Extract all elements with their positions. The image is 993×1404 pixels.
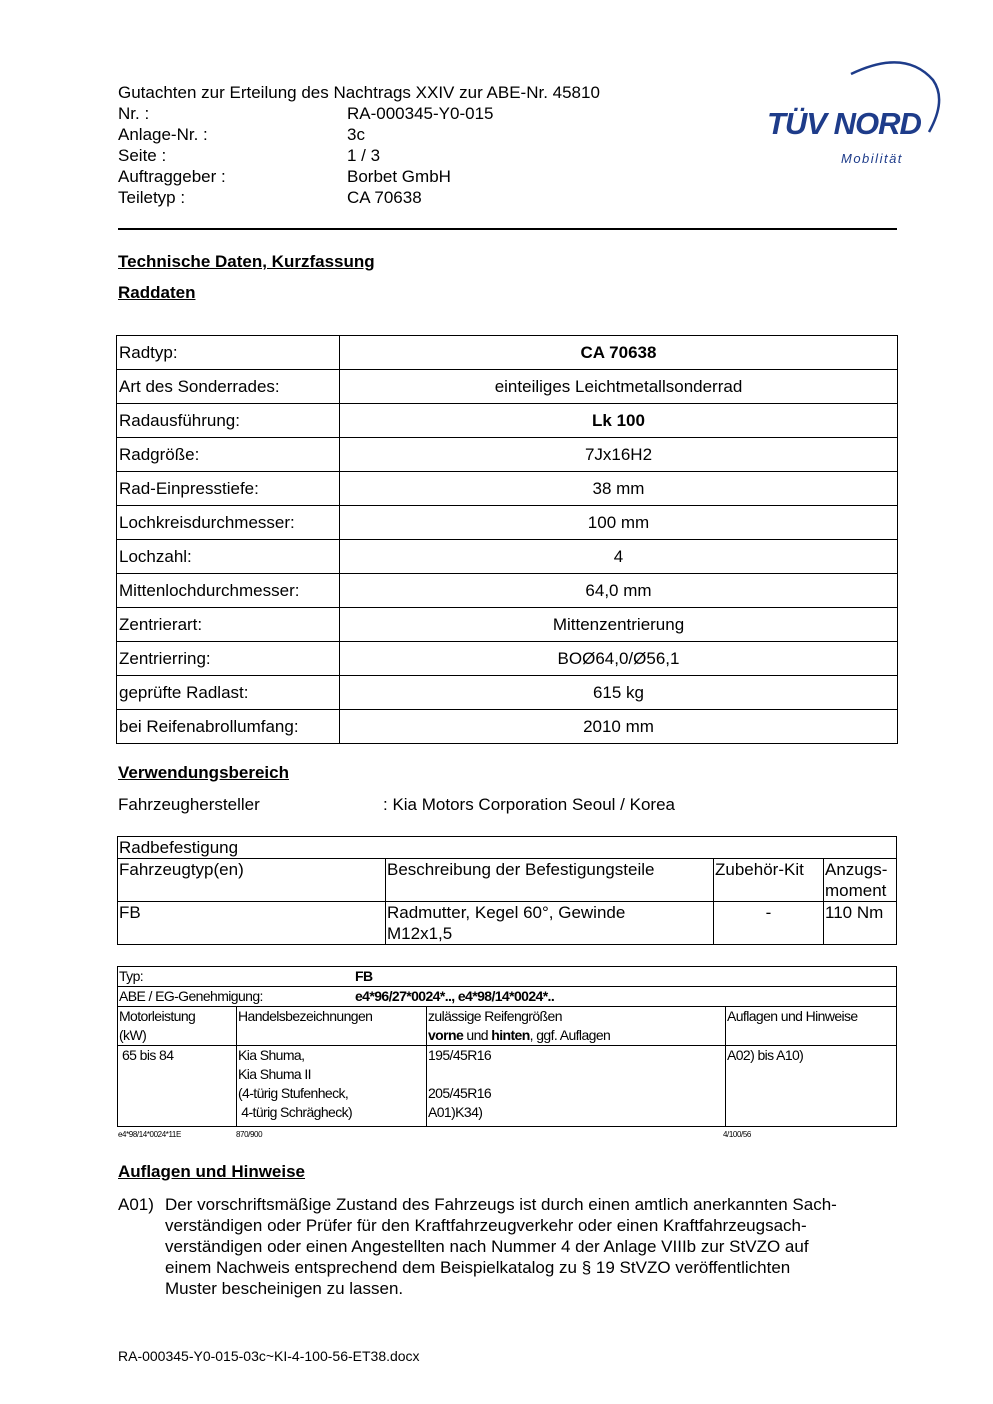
verwendung-title: Verwendungsbereich [118, 763, 289, 782]
header-label: Auftraggeber : [118, 167, 226, 186]
table-cell: - [714, 902, 824, 945]
table-cell: 110 Nm [824, 902, 897, 945]
table-cell-value: 4 [340, 540, 898, 574]
auflagen-title: Auflagen und Hinweise [118, 1162, 306, 1181]
table-header: Beschreibung der Befestigungsteile [386, 859, 714, 902]
abe-label: ABE / EG-Genehmigung: [119, 988, 263, 1004]
table-row [117, 404, 898, 438]
header-line: , ggf. Auflagen [529, 1027, 611, 1043]
header-label: Seite : [118, 146, 167, 165]
table-cell-label: Radgröße: [117, 438, 340, 472]
footer-filename: RA-000345-Y0-015-03c~KI-4-100-56-ET38.docx [118, 1348, 420, 1364]
table-cell: FB [118, 902, 386, 945]
table-row [117, 540, 898, 574]
table-cell-value: 615 kg [340, 676, 898, 710]
table-cell-value: BOØ64,0/Ø56,1 [340, 642, 898, 676]
table-row [118, 987, 897, 1007]
table-row [117, 438, 898, 472]
header-line: zulässige Reifengrößen [428, 1008, 562, 1024]
header-row-nr [118, 103, 678, 124]
header-moment-line: Anzugs- [825, 860, 888, 879]
table-cell: A02) bis A10) [726, 1046, 897, 1127]
header-line: Motorleistung [119, 1008, 196, 1024]
table-cell-label: Zentrierart: [117, 608, 340, 642]
table-cell: 65 bis 84 [118, 1046, 237, 1127]
table-cell-value: 64,0 mm [340, 574, 898, 608]
auflage-line: Der vorschriftsmäßige Zustand des Fahrzeugs ist durch einen amtlich anerkannten Sach- [165, 1195, 837, 1214]
fahrzeughersteller-row [118, 794, 818, 816]
header-label: Teiletyp : [118, 188, 186, 207]
handel-line: (4-türig Stufenheck, [238, 1085, 349, 1101]
raddaten-title: Raddaten [118, 283, 196, 302]
table-row [118, 1046, 897, 1127]
handel-line: 4-türig Schrägheck) [238, 1104, 353, 1120]
header-value: Borbet GmbH [347, 167, 451, 186]
typ-label: Typ: [119, 968, 144, 984]
table-cell-value: 38 mm [340, 472, 898, 506]
header-row-anlage [118, 124, 678, 145]
beschreibung-line: M12x1,5 [387, 924, 453, 943]
abe-value: e4*96/27*0024*.., e4*98/14*0024*.. [355, 988, 555, 1004]
typ-table [117, 966, 897, 1127]
table-row [117, 336, 898, 370]
tuv-nord-logo [755, 52, 945, 177]
table-cell-label: Radausführung: [117, 404, 340, 438]
beschreibung-line: Radmutter, Kegel 60°, Gewinde [387, 903, 626, 922]
document-title: Gutachten zur Erteilung des Nachtrags XXIV zur ABE-Nr. 45810 [118, 83, 600, 102]
logo-subtitle: Mobilität [841, 151, 903, 166]
header-value: RA-000345-Y0-015 [347, 104, 494, 123]
table-header: Auflagen und Hinweise [726, 1007, 897, 1046]
abe-row [118, 987, 897, 1007]
header-line: und [463, 1027, 492, 1043]
table-header-row [118, 1007, 897, 1046]
befestigung-title: Radbefestigung [118, 837, 897, 859]
table-row [117, 472, 898, 506]
table-cell-beschreibung [386, 902, 714, 945]
handel-line: Kia Shuma II [238, 1066, 311, 1082]
table-row [117, 574, 898, 608]
section-title: Technische Daten, Kurzfassung [118, 252, 375, 271]
header-value: CA 70638 [347, 188, 422, 207]
table-cell-value: 7Jx16H2 [340, 438, 898, 472]
befestigung-table [117, 836, 897, 945]
footnote-code: e4*98/14*0024*11E [118, 1130, 181, 1139]
typ-value: FB [355, 968, 373, 984]
header-label: Anlage-Nr. : [118, 125, 208, 144]
table-row [117, 642, 898, 676]
table-cell-label: Lochkreisdurchmesser: [117, 506, 340, 540]
fahrzeughersteller-label: Fahrzeughersteller [118, 795, 260, 814]
table-row [117, 710, 898, 744]
table-header: Fahrzeugtyp(en) [118, 859, 386, 902]
auflage-line: verständigen oder Prüfer für den Kraftfahrzeugverkehr oder einen Kraftfahrzeugsach- [165, 1216, 807, 1235]
table-cell-value: Mittenzentrierung [340, 608, 898, 642]
table-row [118, 837, 897, 859]
header-divider [118, 228, 897, 230]
header-value: 3c [347, 125, 365, 144]
table-cell-label: Zentrierring: [117, 642, 340, 676]
header-line: (kW) [119, 1027, 147, 1043]
table-cell-label: Art des Sonderrades: [117, 370, 340, 404]
raddaten-table [116, 335, 898, 744]
table-cell-label: Radtyp: [117, 336, 340, 370]
table-cell-value: einteiliges Leichtmetallsonderrad [340, 370, 898, 404]
table-cell-value: 2010 mm [340, 710, 898, 744]
reifen-line: 195/45R16 [428, 1047, 492, 1063]
header-moment-line: moment [825, 881, 887, 900]
reifen-line: 205/45R16 [428, 1085, 492, 1101]
table-cell-value: CA 70638 [340, 336, 898, 370]
header-row-seite [118, 145, 678, 166]
reifen-line: A01)K34) [428, 1104, 483, 1120]
table-header: Zubehör-Kit [714, 859, 824, 902]
auflage-text [165, 1194, 895, 1299]
header-label: Nr. : [118, 104, 150, 123]
table-cell-value: 100 mm [340, 506, 898, 540]
table-header-motor [118, 1007, 237, 1046]
header-bold: vorne [428, 1027, 464, 1043]
table-cell-label: bei Reifenabrollumfang: [117, 710, 340, 744]
table-header-row [118, 859, 897, 902]
typ-row [118, 967, 897, 987]
table-cell-reifen [427, 1046, 726, 1127]
header-row-teiletyp [118, 187, 678, 208]
footnote-code: 870/900 [236, 1130, 263, 1139]
table-row [118, 967, 897, 987]
table-header-moment [824, 859, 897, 902]
logo-brand: TÜV NORD [767, 106, 921, 141]
table-header-reifen [427, 1007, 726, 1046]
table-header: Handelsbezeichnungen [237, 1007, 427, 1046]
table-row [118, 902, 897, 945]
table-cell-label: Mittenlochdurchmesser: [117, 574, 340, 608]
fahrzeughersteller-value: : Kia Motors Corporation Seoul / Korea [383, 795, 675, 814]
footnote-code: 4/100/56 [723, 1130, 751, 1139]
header-bold: hinten [491, 1027, 530, 1043]
table-cell-value: Lk 100 [340, 404, 898, 438]
header-value: 1 / 3 [347, 146, 381, 165]
table-cell-handel [237, 1046, 427, 1127]
handel-line: Kia Shuma, [238, 1047, 305, 1063]
table-row [117, 608, 898, 642]
header-row-auftraggeber [118, 166, 678, 187]
table-row [117, 370, 898, 404]
table-row [117, 506, 898, 540]
auflage-code: A01) [118, 1195, 154, 1214]
table-row [117, 676, 898, 710]
auflage-line: verständigen oder einen Angestellten nach Nummer 4 der Anlage VIIIb zur StVZO auf [165, 1237, 809, 1256]
auflage-line: einem Nachweis entsprechend dem Beispielkatalog zu § 19 StVZO veröffentlichten [165, 1258, 791, 1277]
auflage-line: Muster bescheinigen zu lassen. [165, 1279, 404, 1298]
table-cell-label: Lochzahl: [117, 540, 340, 574]
table-cell-label: geprüfte Radlast: [117, 676, 340, 710]
table-cell-label: Rad-Einpresstiefe: [117, 472, 340, 506]
